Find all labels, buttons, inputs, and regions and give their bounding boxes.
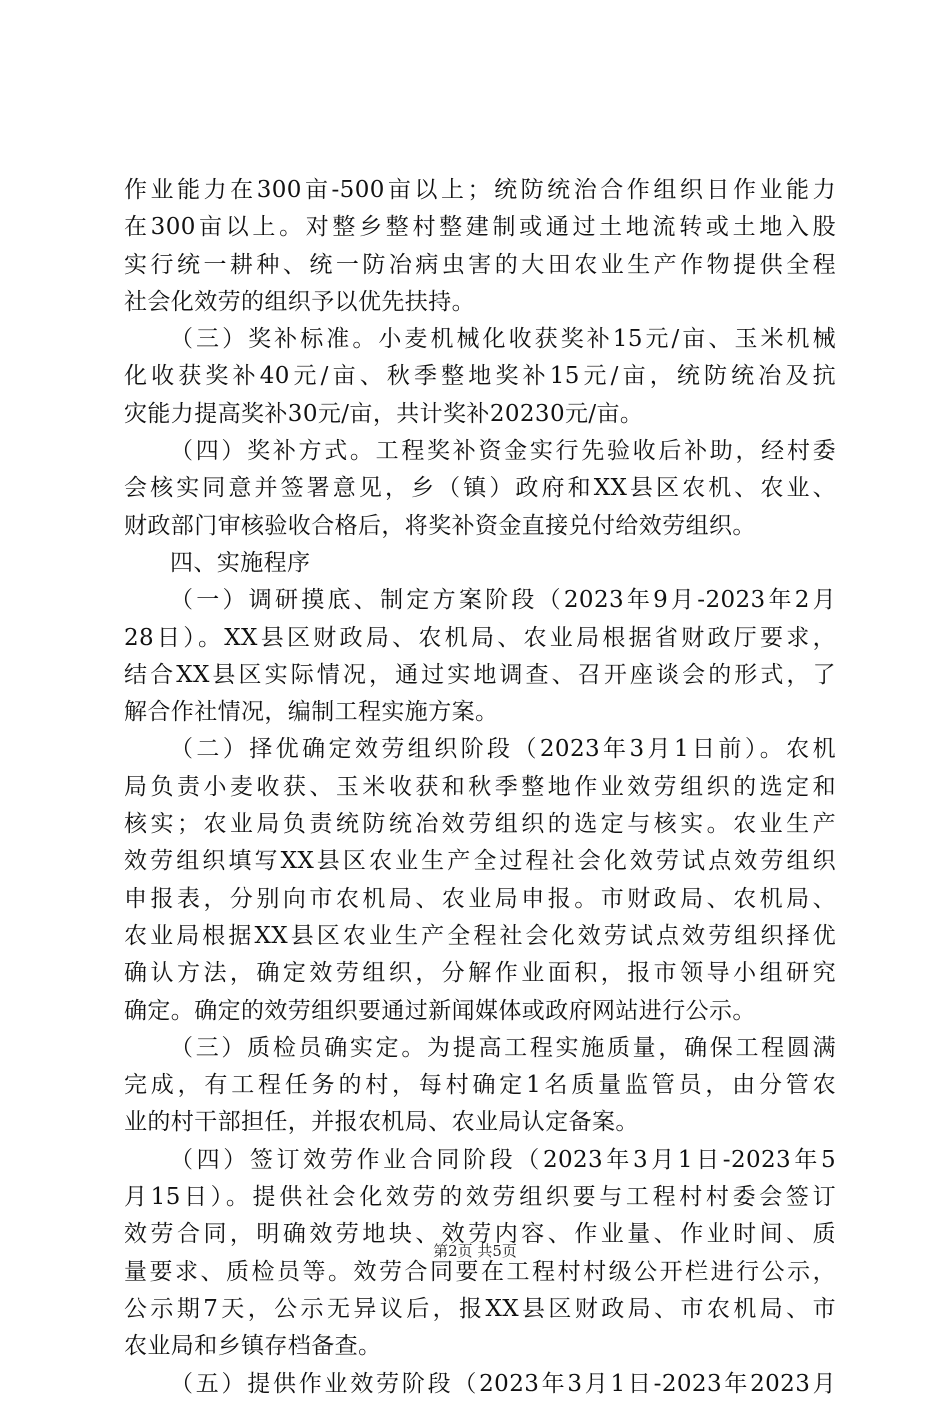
text-line: 确定。确定的效劳组织要通过新闻媒体或政府网站进行公示。 bbox=[124, 997, 756, 1024]
text-line: 在300亩以上。对整乡整村整建制或通过土地流转或土地入股 bbox=[124, 214, 836, 241]
text-line: 局负责小麦收获、玉米收获和秋季整地作业效劳组织的选定和 bbox=[124, 773, 836, 800]
text-line: 解合作社情况，编制工程实施方案。 bbox=[124, 699, 499, 726]
body-text bbox=[124, 172, 836, 1403]
text-line: 作业能力在300亩-500亩以上；统防统治合作组织日作业能力 bbox=[124, 177, 836, 203]
text-line: 灾能力提高奖补30元/亩，共计奖补20230元/亩。 bbox=[124, 400, 644, 427]
text-line: 效劳合同，明确效劳地块、效劳内容、作业量、作业时间、质 bbox=[124, 1221, 836, 1248]
text-line: （三）质检员确实定。为提高工程实施质量，确保工程圆满 bbox=[170, 1034, 836, 1061]
page-footer: 第2页 共5页 bbox=[433, 1242, 517, 1260]
text-line: 完成，有工程任务的村，每村确定1名质量监管员，由分管农 bbox=[124, 1072, 836, 1099]
text-line: 社会化效劳的组织予以优先扶持。 bbox=[124, 288, 475, 315]
text-line: 结合XX县区实际情况，通过实地调查、召开座谈会的形式，了 bbox=[124, 661, 836, 688]
text-line: 实行统一耕种、统一防冶病虫害的大田农业生产作物提供全程 bbox=[124, 251, 836, 278]
text-line: （四）签订效劳作业合同阶段（2023年3月1日-2023年5 bbox=[170, 1146, 836, 1173]
text-line: （三）奖补标准。小麦机械化收获奖补15元/亩、玉米机械 bbox=[170, 326, 836, 353]
text-line: （五）提供作业效劳阶段（2023年3月1日-2023年2023月 bbox=[170, 1370, 836, 1397]
text-line: 确认方法，确定效劳组织，分解作业面积，报市领导小组研究 bbox=[124, 960, 836, 987]
text-line: 化收获奖补40元/亩、秋季整地奖补15元/亩，统防统冶及抗 bbox=[124, 363, 836, 390]
text-line: 效劳组织填写XX县区农业生产全过程社会化效劳试点效劳组织 bbox=[124, 848, 836, 875]
text-line: 核实；农业局负责统防统冶效劳组织的选定与核实。农业生产 bbox=[124, 811, 836, 838]
text-line: （二）择优确定效劳组织阶段（2023年3月1日前）。农机 bbox=[170, 736, 836, 763]
text-line: 农业局根据XX县区农业生产全程社会化效劳试点效劳组织择优 bbox=[124, 922, 836, 949]
text-line: （一）调研摸底、制定方案阶段（2023年9月-2023年2月 bbox=[170, 587, 836, 614]
text-line: 四、实施程序 bbox=[170, 549, 311, 576]
text-line: 公示期7天，公示无异议后，报XX县区财政局、市农机局、市 bbox=[124, 1295, 836, 1322]
text-line: 申报表，分别向市农机局、农业局申报。市财政局、农机局、 bbox=[124, 885, 836, 912]
text-line: 28日）。XX县区财政局、农机局、农业局根据省财政厅要求， bbox=[124, 624, 836, 651]
text-line: 业的村干部担任，并报农机局、农业局认定备案。 bbox=[124, 1109, 639, 1136]
text-line: （四）奖补方式。工程奖补资金实行先验收后补助，经村委 bbox=[170, 438, 836, 465]
text-line: 会核实同意并签署意见，乡（镇）政府和XX县区农机、农业、 bbox=[124, 475, 836, 502]
text-line: 月15日）。提供社会化效劳的效劳组织要与工程村村委会签订 bbox=[124, 1184, 836, 1211]
text-line: 农业局和乡镇存档备查。 bbox=[124, 1333, 382, 1360]
text-line: 量要求、质检员等。效劳合同要在工程村村级公开栏进行公示， bbox=[124, 1258, 836, 1285]
text-line: 财政部门审核验收合格后，将奖补资金直接兑付给效劳组织。 bbox=[124, 512, 756, 539]
